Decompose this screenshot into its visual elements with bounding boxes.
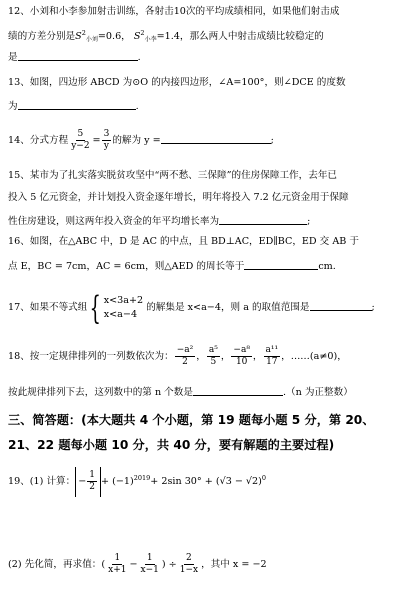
q16-unit: cm. (318, 261, 336, 272)
q19-2-f2-den: x−1 (140, 565, 159, 575)
q19-2-f3-den: 1−x (179, 565, 199, 575)
variance-sub-li: 小李 (144, 36, 157, 43)
q19-2-fraction-1 (106, 553, 128, 576)
q18-term-2 (207, 345, 220, 368)
left-brace-icon: { (89, 288, 102, 327)
q18-t1-num: −a² (176, 345, 194, 355)
q17-row-1: x<3a+2 (103, 294, 144, 306)
q15-answer-blank[interactable] (219, 214, 307, 225)
q15-line3: 性住房建设，则这两年投入资金的年平均增长率为 ; (8, 216, 311, 227)
q12-line2 (8, 27, 324, 46)
q14-f1-den: y−2 (71, 141, 90, 151)
q19-2-minus: − (129, 559, 138, 570)
q18-term-1 (175, 345, 196, 368)
q14-f2-den: y (103, 141, 109, 151)
q16-line2 (8, 259, 336, 273)
q18-term-3 (231, 345, 252, 368)
q18-line1: 18、按一定规律排列的一列数依次为： $\frac{\text{−a²}}{2}$ ， $\frac{\text{a⁵}}{5}$ ， $\frac{\text{−a⁸}}{10}$ ， $\frac{\text{a¹¹}}{17}$ ，……(a≠0)， (8, 345, 347, 367)
q18-t3-num: −a⁸ (233, 345, 250, 355)
q16-line1: 16、如图，在△ABC 中，D 是 AC 的中点，且 BD⊥AC，ED∥BC，ED 交 AB 于 (8, 236, 359, 247)
q19-2-line (8, 551, 267, 579)
q17-inequality-system (104, 294, 143, 322)
q13-line1: 13、如图，四边形 ABCD 为⊙O 的内接四边形，∠A=100°，则∠DCE 的度数 (8, 77, 346, 88)
q17-text-end: 的解集是 x<a−4，则 a 的取值范围是 (146, 302, 310, 313)
q12-text: 绩的方差分别是 (8, 31, 76, 42)
q19-1-num: 1 (89, 469, 96, 480)
q17-text: 17、如果不等式组 (8, 302, 88, 313)
q14-text-end: 的解为 y = (112, 135, 161, 146)
q13-text-end: 为 (8, 101, 18, 112)
q18-answer-blank[interactable] (193, 385, 283, 396)
q19-2-fraction-3 (178, 553, 200, 576)
variance-sup-li: 2 (140, 29, 145, 37)
variance-sup-liu: 2 (81, 29, 86, 37)
q14-text: 14、分式方程 (8, 135, 69, 146)
q16-text: 点 E，BC = 7cm，AC = 6cm，则△AED 的周长等于 (8, 261, 245, 272)
q14-line: 14、分式方程 $\frac{5}{y-2}$ = $\frac{3}{y}$ 的解为 y = ; (8, 129, 274, 151)
q12-line3: 是 . (8, 52, 141, 63)
q15-text-end: 性住房建设，则这两年投入资金的年平均增长率为 (8, 216, 220, 227)
q12-answer-blank[interactable] (18, 50, 138, 61)
q13-line2: 为 . (8, 101, 139, 112)
q12-text-end: 是 (8, 52, 18, 63)
q18-t3-den: 10 (235, 357, 248, 367)
q19-1-term-2: + (−1) (101, 476, 134, 487)
q18-t4-den: 17 (266, 357, 278, 367)
q18-t2-den: 5 (210, 357, 217, 367)
q14-fraction-1 (69, 129, 91, 152)
q19-1-exp-2: 0 (261, 474, 267, 482)
section-3-heading-line2: 21、22 题每小题 10 分，共 40 分，要有解题的主要过程) (8, 438, 335, 452)
q19-2-f2-num: 1 (146, 553, 153, 563)
q14-fraction-2 (102, 129, 112, 152)
absolute-value: − $\frac{1}{2}$ (75, 467, 101, 497)
section-3-heading-line1: 三、简答题：(本大题共 4 个小题，第 19 题每小题 5 分，第 20、 (8, 413, 375, 427)
q19-2-close: ) ÷ (161, 559, 177, 570)
q17-row-2: x<a−4 (103, 308, 138, 320)
q14-equals: = (92, 135, 101, 146)
q18-text-end: .（n 为正整数） (282, 387, 353, 398)
variance-symbol-li: S (133, 31, 141, 42)
q16-answer-blank[interactable] (244, 259, 318, 270)
variance-symbol-liu: S (75, 31, 82, 42)
q19-1-exp-1: 2019 (133, 474, 151, 482)
q18-term-4 (264, 345, 281, 368)
q18-t4-num: a¹¹ (265, 345, 279, 355)
q15-line2: 投入 5 亿元资金，并计划投入资金逐年增长，明年将投入 7.2 亿元资金用于保障 (8, 192, 349, 203)
q13-answer-blank[interactable] (18, 99, 136, 110)
q18-t1-den: 2 (182, 357, 188, 367)
variance-sub-liu: 小刘 (85, 36, 98, 43)
q18-text: 18、按一定规律排列的一列数依次为： (8, 351, 174, 362)
q19-2-f3-num: 2 (186, 553, 192, 563)
q17-answer-blank[interactable] (310, 300, 372, 311)
q18-t2-num: a⁵ (208, 345, 218, 355)
q17-line: 17、如果不等式组{ x<3a+2 x<a−4 的解集是 x<a−4，则 a 的取值范围是 ; (8, 288, 375, 327)
variance-value-li: =1.4，那么两人中射击成绩比较稳定的 (156, 31, 324, 42)
q14-answer-blank[interactable] (161, 133, 271, 144)
variance-value-liu: =0.6， (97, 31, 131, 42)
q19-1-fraction (87, 470, 97, 493)
q19-2-f1-den: x+1 (108, 565, 127, 575)
q18-tail: ，……(a≠0)， (281, 351, 347, 362)
q12-line1: 12、小刘和小李参加射击训练，各射击10次的平均成绩相同，如果他们射击成 (8, 6, 340, 17)
q14-f1-num: 5 (77, 129, 84, 139)
q19-1-term-3: + 2sin 30° + (√3 − √2) (150, 476, 262, 487)
q18-text-2: 按此规律排列下去，这列数中的第 n 个数是 (8, 387, 193, 398)
q19-1-den: 2 (89, 481, 96, 492)
q14-f2-num: 3 (103, 129, 110, 139)
q19-1-text: 19、(1) 计算： (8, 476, 76, 487)
q19-1-line (8, 463, 266, 497)
q19-2-tail: ，其中 x = −2 (201, 559, 267, 570)
q19-2-text: (2) 先化简，再求值：( (8, 559, 106, 570)
q19-2-fraction-2 (139, 553, 161, 576)
q19-2-f1-num: 1 (114, 553, 121, 563)
q18-line2 (8, 385, 353, 399)
q15-line1: 15、某市为了扎实落实脱贫攻坚中“两不愁、三保障”的住房保障工作，去年已 (8, 170, 338, 181)
